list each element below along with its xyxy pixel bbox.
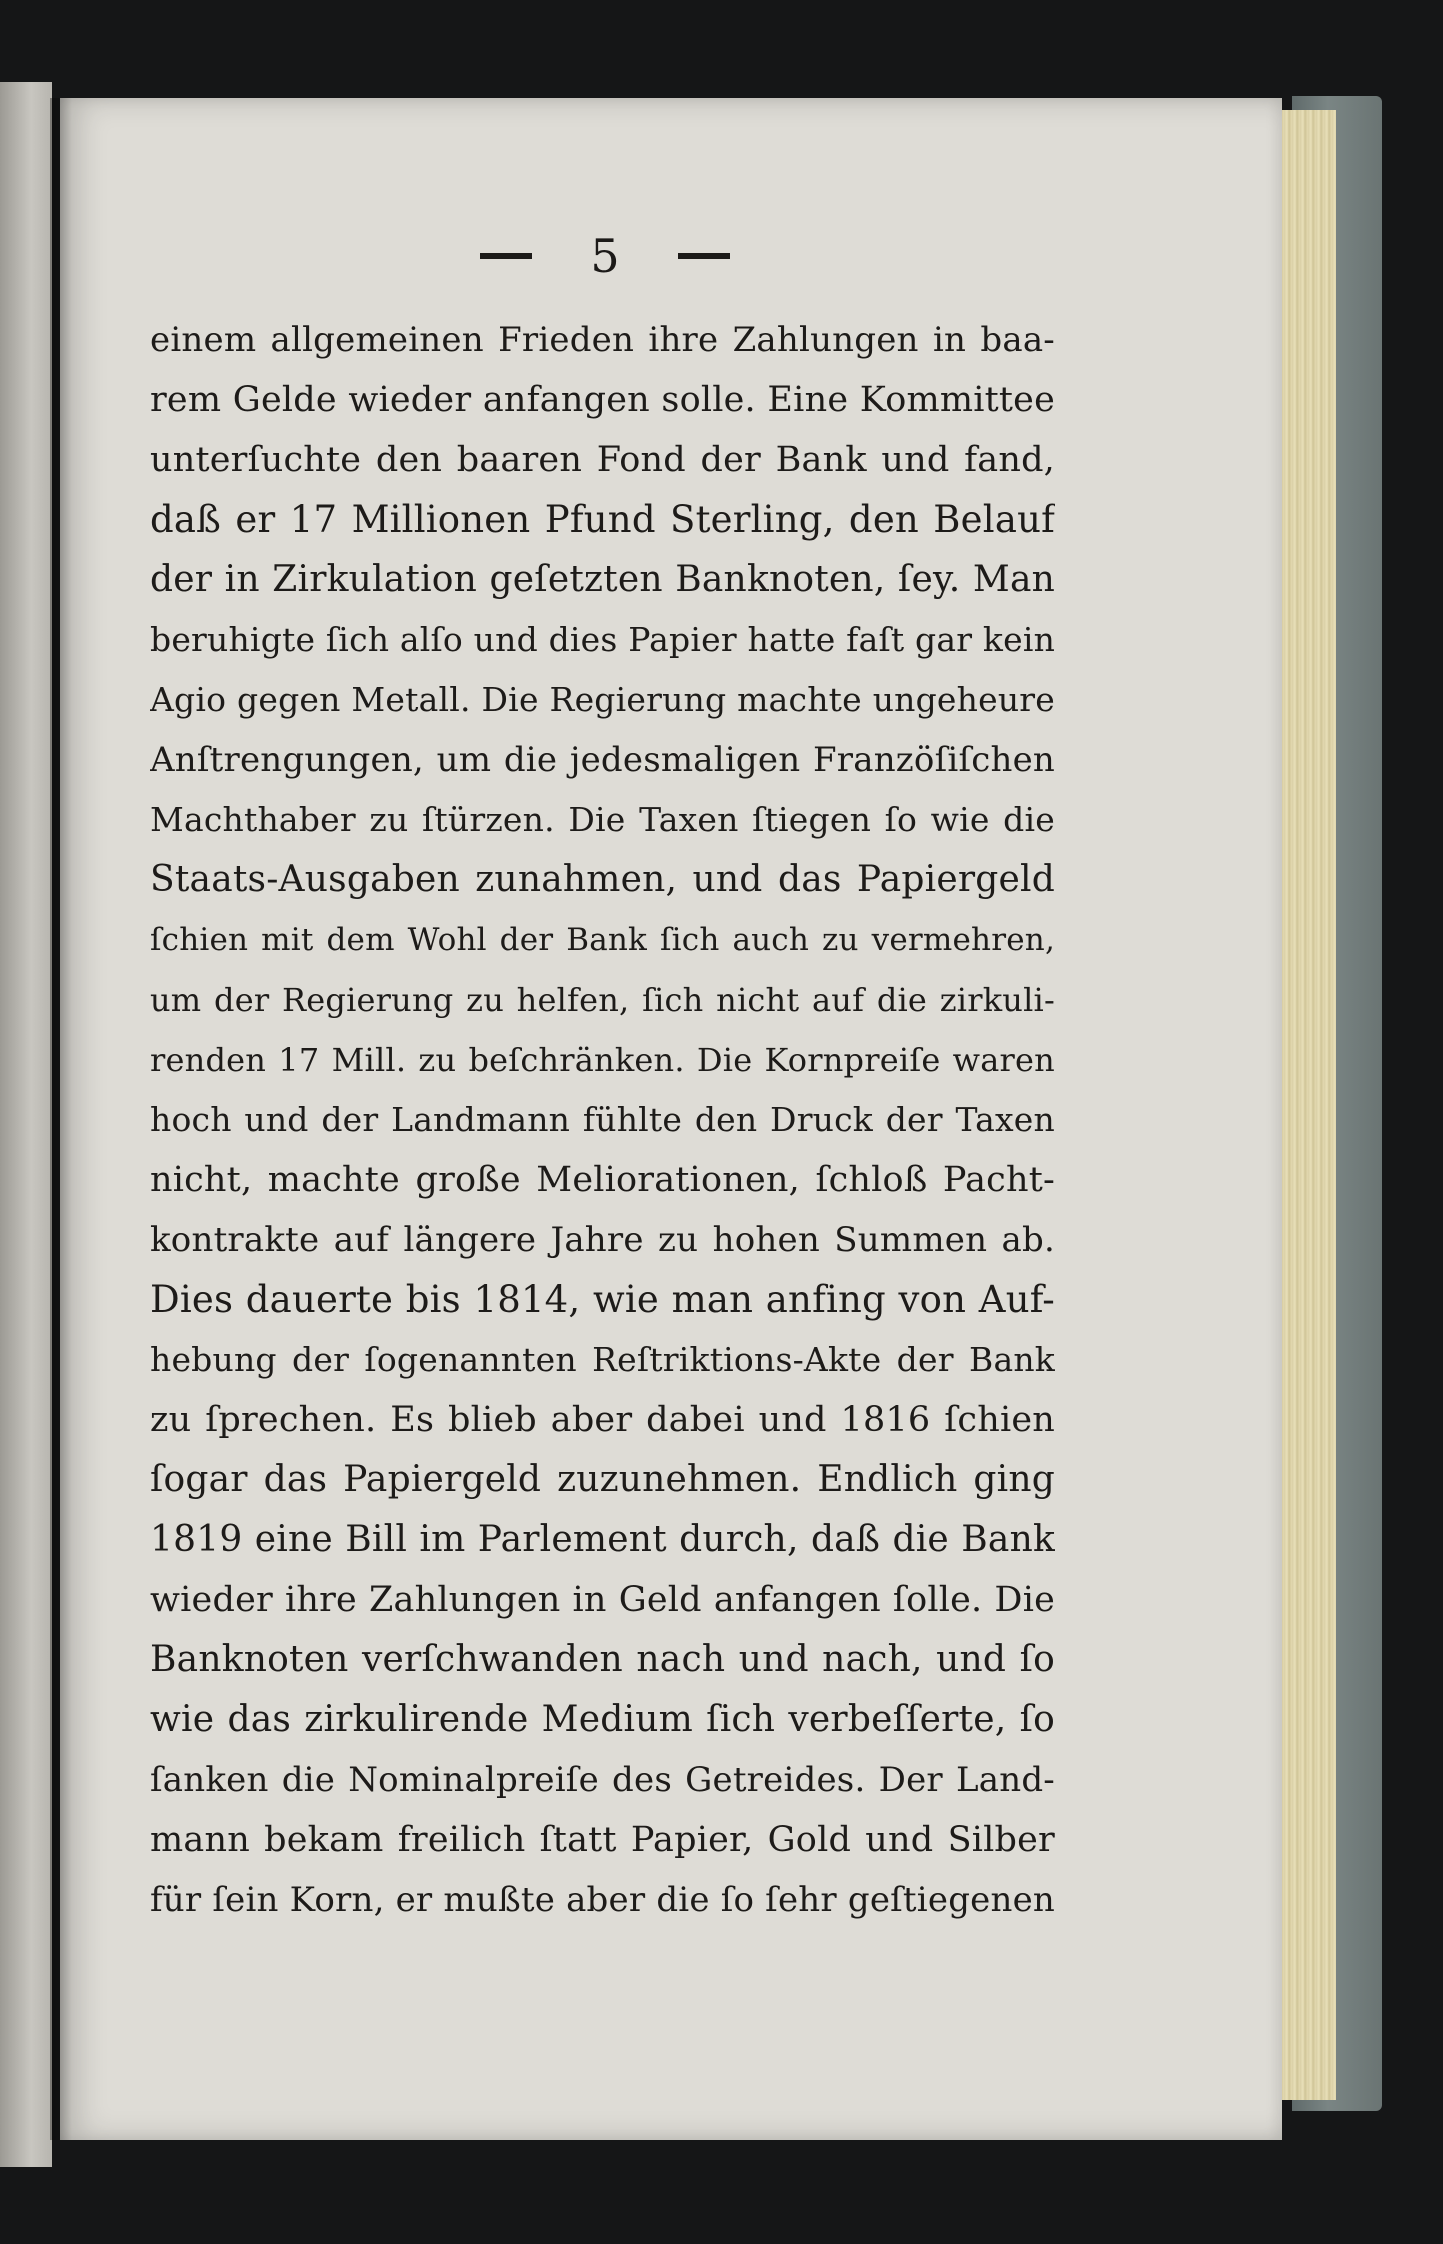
text-line: ſogar das Papiergeld zuzunehmen. Endlich ging [150, 1459, 1055, 1500]
header-dash-left [480, 253, 532, 259]
text-line: Agio gegen Metall. Die Regierung machte ungeheure [150, 680, 1055, 719]
text-line: zu ſprechen. Es blieb aber dabei und 1816 ſchien [150, 1400, 1055, 1440]
text-line: einem allgemeinen Frieden ihre Zahlungen in baa- [150, 320, 1055, 360]
text-line: ſanken die Nominalpreiſe des Getreides. Der Land- [150, 1760, 1055, 1800]
text-line: um der Regierung zu helfen, ſich nicht auf die zirkuli- [150, 981, 1055, 1019]
text-line: ſchien mit dem Wohl der Bank ſich auch zu vermehren, [150, 922, 1055, 958]
text-line: Machthaber zu ſtürzen. Die Taxen ſtiegen ſo wie die [150, 800, 1055, 839]
text-line: für ſein Korn, er mußte aber die ſo ſehr geſtiegenen [150, 1880, 1055, 1920]
text-line: Banknoten verſchwanden nach und nach, und ſo [150, 1639, 1055, 1680]
text-line: Dies dauerte bis 1814, wie man anfing von Auf- [150, 1278, 1055, 1321]
text-line: nicht, machte große Meliorationen, ſchloß Pacht- [150, 1160, 1055, 1200]
text-line: kontrakte auf längere Jahre zu hohen Summen ab. [150, 1220, 1055, 1260]
text-line: 1819 eine Bill im Parlement durch, daß die Bank [150, 1519, 1055, 1560]
text-line: Staats-Ausgaben zunahmen, und das Papiergeld [150, 859, 1055, 900]
header-dash-right [678, 253, 730, 259]
text-line: renden 17 Mill. zu beſchränken. Die Kornpreiſe waren [150, 1041, 1055, 1079]
body-text [150, 310, 1055, 1930]
text-line: hebung der ſogenannten Reſtriktions-Akte der Bank [150, 1340, 1055, 1379]
gutter-shadow [50, 98, 72, 2140]
text-line: mann bekam freilich ſtatt Papier, Gold und Silber [150, 1820, 1055, 1860]
text-line: wieder ihre Zahlungen in Geld anfangen ſolle. Die [150, 1580, 1055, 1620]
text-line: der in Zirkulation geſetzten Banknoten, ſey. Man [150, 559, 1055, 600]
previous-page-edge [0, 82, 52, 2167]
page-header [455, 222, 755, 282]
text-line: rem Gelde wieder anfangen solle. Eine Kommittee [150, 380, 1055, 420]
text-line: hoch und der Landmann fühlte den Druck der Taxen [150, 1100, 1055, 1139]
text-line: Anſtrengungen, um die jedesmaligen Franzöſiſchen [150, 740, 1055, 780]
text-line: daß er 17 Millionen Pfund Sterling, den Belauf [150, 498, 1055, 541]
text-line: wie das zirkulirende Medium ſich verbeſſerte, ſo [150, 1699, 1055, 1740]
text-line: unterſuchte den baaren Fond der Bank und fand, [150, 440, 1055, 480]
page-number: 5 [590, 229, 620, 283]
text-line: beruhigte ſich alſo und dies Papier hatte faſt gar kein [150, 620, 1055, 659]
